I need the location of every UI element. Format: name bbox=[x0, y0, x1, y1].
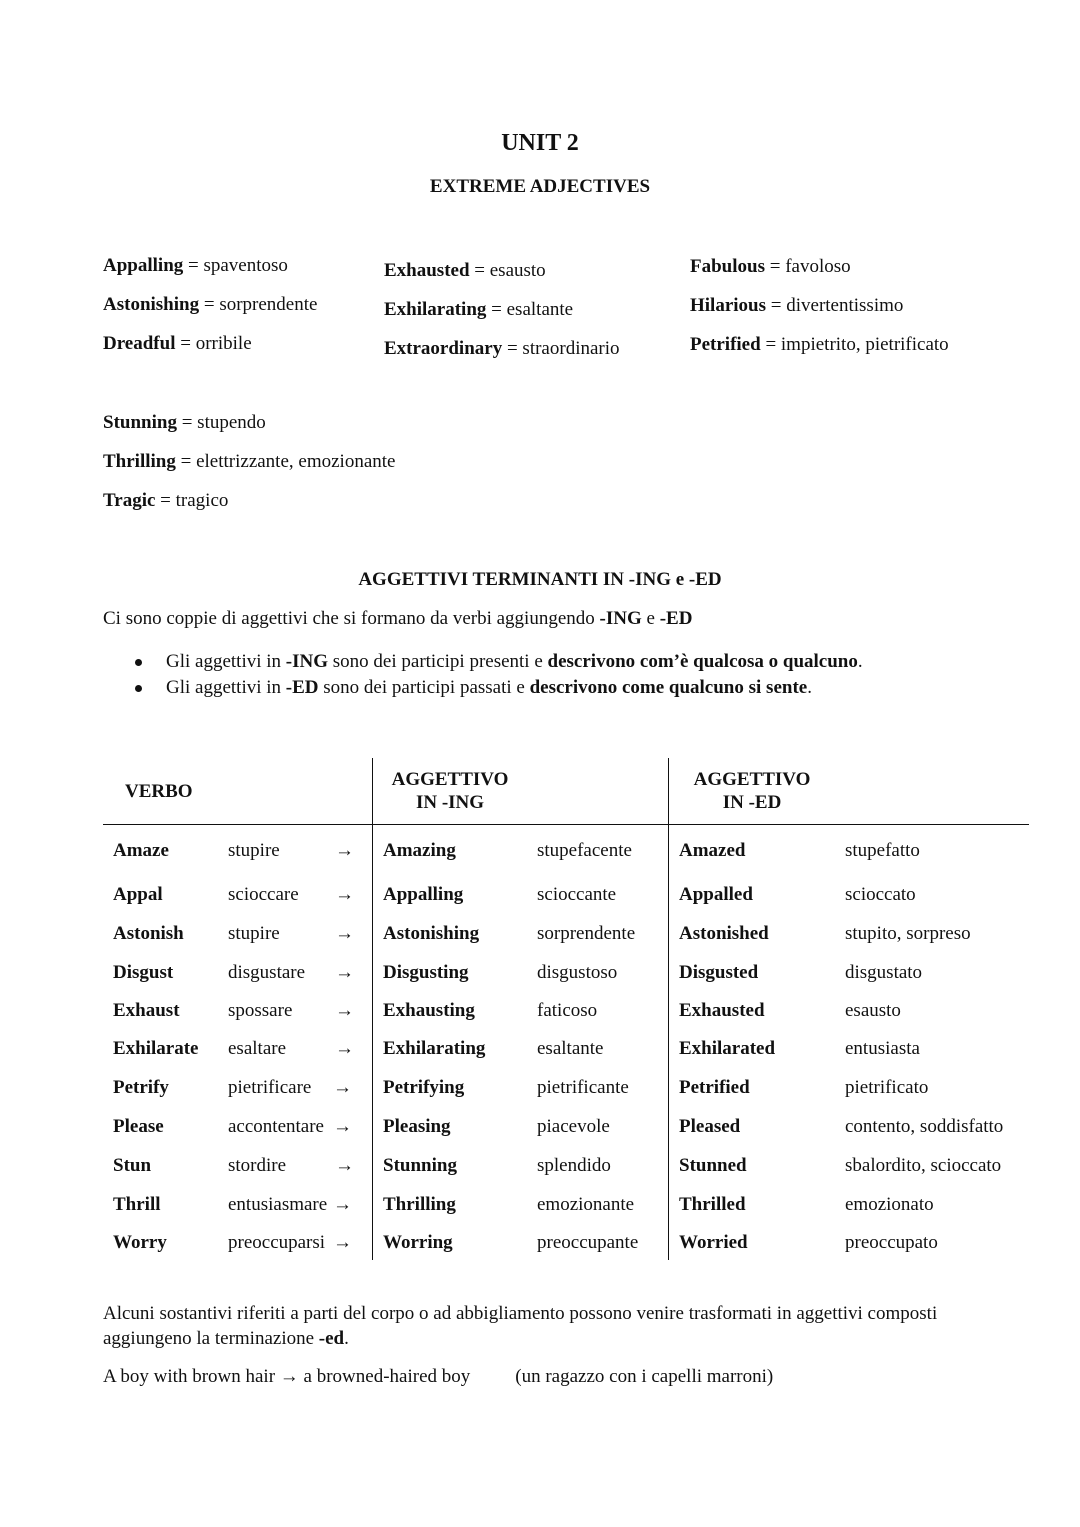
bullet-part: . bbox=[807, 677, 812, 698]
header-ing-line2: IN -ING bbox=[415, 792, 485, 813]
compound-text: Alcuni sostantivi riferiti a parti del corpo o ad abbigliamento possono venire trasformati in aggettivi composti aggiungeno la terminazione bbox=[103, 1303, 938, 1349]
bullet-part: Gli aggettivi in bbox=[166, 677, 286, 698]
arrow-icon: → bbox=[335, 840, 354, 861]
bullet-list bbox=[135, 649, 863, 701]
ed-adjective-cell: Petrified bbox=[679, 1077, 750, 1098]
verb-translation-cell: entusiasmare bbox=[228, 1194, 328, 1215]
arrow-icon: → bbox=[333, 1116, 352, 1137]
bullet-part: descrivono come qualcuno si sente bbox=[529, 677, 808, 698]
ing-translation-cell: faticoso bbox=[537, 1000, 598, 1021]
vocab-word: Astonishing bbox=[103, 294, 200, 315]
vocab-entry bbox=[103, 334, 317, 373]
ing-translation-cell: stupefacente bbox=[537, 840, 632, 861]
header-ed bbox=[681, 768, 823, 814]
ed-translation-cell: stupefatto bbox=[845, 840, 920, 861]
bullet-item-ed bbox=[135, 675, 863, 701]
adjectives-table bbox=[103, 758, 1029, 1260]
arrow-icon: → bbox=[335, 1038, 354, 1059]
bullet-text bbox=[166, 651, 863, 673]
ing-adjective-cell: Petrifying bbox=[383, 1077, 465, 1098]
vocab-column-3 bbox=[690, 257, 949, 374]
vocab-word: Stunning bbox=[103, 412, 177, 433]
vocab-translation: = favoloso bbox=[769, 256, 851, 277]
bullet-dot-icon bbox=[135, 659, 142, 666]
vocab-translation: = spaventoso bbox=[188, 255, 288, 276]
verb-cell: Appal bbox=[113, 884, 163, 905]
bullet-part: -ED bbox=[285, 677, 319, 698]
vocab-entry bbox=[103, 452, 395, 491]
intro-text: Ci sono coppie di aggettivi che si formano da verbi aggiungendo bbox=[103, 608, 600, 629]
vocab-entry bbox=[103, 256, 317, 295]
arrow-icon: → bbox=[335, 962, 354, 983]
bullet-text bbox=[166, 677, 812, 699]
arrow-icon: → bbox=[335, 1000, 354, 1021]
verb-translation-cell: esaltare bbox=[228, 1038, 287, 1059]
vocab-translation: = impietrito, pietrificato bbox=[765, 334, 949, 355]
section-title: AGGETTIVI TERMINANTI IN -ING e -ED bbox=[358, 569, 722, 590]
arrow-icon: → bbox=[335, 923, 354, 944]
vocab-word: Tragic bbox=[103, 490, 156, 511]
verb-translation-cell: accontentare bbox=[228, 1116, 324, 1137]
vocab-translation: = divertentissimo bbox=[770, 295, 904, 316]
ing-translation-cell: splendido bbox=[537, 1155, 611, 1176]
ed-translation-cell: pietrificato bbox=[845, 1077, 929, 1098]
verb-translation-cell: scioccare bbox=[228, 884, 299, 905]
bullet-part: -ING bbox=[285, 651, 329, 672]
vocab-word: Thrilling bbox=[103, 451, 176, 472]
vocab-entry bbox=[384, 261, 620, 300]
vocab-word: Petrified bbox=[690, 334, 761, 355]
vocab-entry bbox=[384, 339, 620, 378]
table-row bbox=[103, 1232, 1029, 1262]
vocab-word: Fabulous bbox=[690, 256, 765, 277]
bullet-part: descrivono com’è qualcosa o qualcuno bbox=[547, 651, 858, 672]
intro-ed: -ED bbox=[659, 608, 693, 629]
ed-adjective-cell: Disgusted bbox=[679, 962, 759, 983]
intro-and: e bbox=[641, 608, 660, 629]
vocab-word: Appalling bbox=[103, 255, 184, 276]
table-row bbox=[103, 840, 1029, 870]
example-sentence: A boy with brown hair → a browned-haired boy bbox=[103, 1366, 471, 1387]
verb-translation-cell: preoccuparsi bbox=[228, 1232, 326, 1253]
vocab-word: Exhausted bbox=[384, 260, 470, 281]
ing-translation-cell: disgustoso bbox=[537, 962, 618, 983]
verb-cell: Thrill bbox=[113, 1194, 161, 1215]
verb-cell: Exhaust bbox=[113, 1000, 180, 1021]
ed-adjective-cell: Thrilled bbox=[679, 1194, 746, 1215]
vocab-word: Exhilarating bbox=[384, 299, 487, 320]
ing-adjective-cell: Astonishing bbox=[383, 923, 480, 944]
ed-adjective-cell: Exhausted bbox=[679, 1000, 765, 1021]
verb-cell: Disgust bbox=[113, 962, 174, 983]
bullet-part: sono dei participi presenti e bbox=[328, 651, 548, 672]
ed-adjective-cell: Amazed bbox=[679, 840, 746, 861]
verb-cell: Worry bbox=[113, 1232, 167, 1253]
table-header-divider bbox=[103, 824, 1029, 825]
ed-translation-cell: sbalordito, scioccato bbox=[845, 1155, 1002, 1176]
ing-adjective-cell: Amazing bbox=[383, 840, 456, 861]
ed-adjective-cell: Astonished bbox=[679, 923, 769, 944]
ing-adjective-cell: Stunning bbox=[383, 1155, 457, 1176]
bullet-part: . bbox=[857, 651, 863, 672]
arrow-icon: → bbox=[333, 1077, 352, 1098]
ing-adjective-cell: Exhilarating bbox=[383, 1038, 486, 1059]
vocab-column-1 bbox=[103, 256, 317, 373]
ed-adjective-cell: Appalled bbox=[679, 884, 753, 905]
ing-adjective-cell: Pleasing bbox=[383, 1116, 451, 1137]
ed-translation-cell: scioccato bbox=[845, 884, 916, 905]
verb-translation-cell: disgustare bbox=[228, 962, 306, 983]
ing-adjective-cell: Worring bbox=[383, 1232, 453, 1253]
table-row bbox=[103, 1077, 1029, 1107]
vocab-translation: = tragico bbox=[160, 490, 229, 511]
vocab-translation: = stupendo bbox=[181, 412, 266, 433]
vocab-translation: = straordinario bbox=[506, 338, 620, 359]
ed-adjective-cell: Stunned bbox=[679, 1155, 747, 1176]
ed-translation-cell: disgustato bbox=[845, 962, 923, 983]
verb-cell: Stun bbox=[113, 1155, 152, 1176]
intro-ing: -ING bbox=[599, 608, 642, 629]
arrow-icon: → bbox=[333, 1194, 352, 1215]
vocab-entry bbox=[103, 295, 317, 334]
vocab-translation: = esaltante bbox=[491, 299, 574, 320]
page-title: UNIT 2 bbox=[501, 130, 579, 156]
vocab-entry bbox=[690, 335, 949, 374]
vocab-translation: = sorprendente bbox=[203, 294, 318, 315]
verb-cell: Petrify bbox=[113, 1077, 169, 1098]
ing-translation-cell: pietrificante bbox=[537, 1077, 629, 1098]
ing-translation-cell: scioccante bbox=[537, 884, 617, 905]
ed-translation-cell: stupito, sorpreso bbox=[845, 923, 971, 944]
table-row bbox=[103, 1000, 1029, 1030]
section-intro bbox=[103, 608, 692, 630]
ed-translation-cell: esausto bbox=[845, 1000, 901, 1021]
ing-translation-cell: emozionante bbox=[537, 1194, 635, 1215]
vocab-column-2 bbox=[384, 261, 620, 378]
vocab-column-4 bbox=[103, 413, 395, 530]
verb-cell: Amaze bbox=[113, 840, 169, 861]
example-translation: (un ragazzo con i capelli marroni) bbox=[515, 1366, 774, 1387]
verb-translation-cell: spossare bbox=[228, 1000, 293, 1021]
table-row bbox=[103, 1194, 1029, 1224]
header-verb: VERBO bbox=[125, 781, 193, 802]
verb-translation-cell: stupire bbox=[228, 840, 280, 861]
bullet-part: Gli aggettivi in bbox=[166, 651, 286, 672]
ing-adjective-cell: Disgusting bbox=[383, 962, 469, 983]
header-ed-line2: IN -ED bbox=[722, 792, 782, 813]
ing-adjective-cell: Exhausting bbox=[383, 1000, 475, 1021]
table-row bbox=[103, 962, 1029, 992]
compound-explanation bbox=[103, 1301, 1003, 1351]
arrow-icon: → bbox=[335, 1155, 354, 1176]
verb-translation-cell: stordire bbox=[228, 1155, 287, 1176]
header-ing-line1: AGGETTIVO bbox=[391, 769, 509, 790]
header-ed-line1: AGGETTIVO bbox=[693, 769, 811, 790]
compound-suffix: -ed bbox=[318, 1328, 345, 1349]
vocab-entry bbox=[690, 257, 949, 296]
vocab-entry bbox=[690, 296, 949, 335]
ing-translation-cell: sorprendente bbox=[537, 923, 636, 944]
table-row bbox=[103, 1116, 1029, 1146]
verb-translation-cell: stupire bbox=[228, 923, 280, 944]
vocab-word: Hilarious bbox=[690, 295, 767, 316]
vocab-word: Extraordinary bbox=[384, 338, 503, 359]
ing-translation-cell: piacevole bbox=[537, 1116, 610, 1137]
arrow-icon: → bbox=[335, 884, 354, 905]
verb-translation-cell: pietrificare bbox=[228, 1077, 312, 1098]
header-ing bbox=[379, 768, 521, 814]
ed-adjective-cell: Worried bbox=[679, 1232, 748, 1253]
ing-translation-cell: esaltante bbox=[537, 1038, 604, 1059]
ed-adjective-cell: Exhilarated bbox=[679, 1038, 776, 1059]
ed-translation-cell: contento, soddisfatto bbox=[845, 1116, 1004, 1137]
ed-translation-cell: preoccupato bbox=[845, 1232, 938, 1253]
vocab-translation: = esausto bbox=[474, 260, 546, 281]
bullet-item-ing bbox=[135, 649, 863, 675]
vocab-translation: = orribile bbox=[180, 333, 252, 354]
ed-adjective-cell: Pleased bbox=[679, 1116, 741, 1137]
compound-example bbox=[103, 1366, 773, 1388]
arrow-icon: → bbox=[333, 1232, 352, 1253]
page-subtitle: EXTREME ADJECTIVES bbox=[429, 176, 651, 197]
verb-cell: Astonish bbox=[113, 923, 184, 944]
ed-translation-cell: entusiasta bbox=[845, 1038, 920, 1059]
table-row bbox=[103, 923, 1029, 953]
vocab-word: Dreadful bbox=[103, 333, 176, 354]
vocab-entry bbox=[384, 300, 620, 339]
ed-translation-cell: emozionato bbox=[845, 1194, 934, 1215]
compound-period: . bbox=[344, 1328, 349, 1349]
table-row bbox=[103, 1038, 1029, 1068]
ing-adjective-cell: Appalling bbox=[383, 884, 464, 905]
table-row bbox=[103, 884, 1029, 914]
vocab-entry bbox=[103, 491, 395, 530]
bullet-dot-icon bbox=[135, 685, 142, 692]
verb-cell: Exhilarate bbox=[113, 1038, 199, 1059]
ing-adjective-cell: Thrilling bbox=[383, 1194, 456, 1215]
vocab-translation: = elettrizzante, emozionante bbox=[180, 451, 396, 472]
ing-translation-cell: preoccupante bbox=[537, 1232, 639, 1253]
vocab-entry bbox=[103, 413, 395, 452]
table-row bbox=[103, 1155, 1029, 1185]
verb-cell: Please bbox=[113, 1116, 164, 1137]
bullet-part: sono dei participi passati e bbox=[318, 677, 530, 698]
